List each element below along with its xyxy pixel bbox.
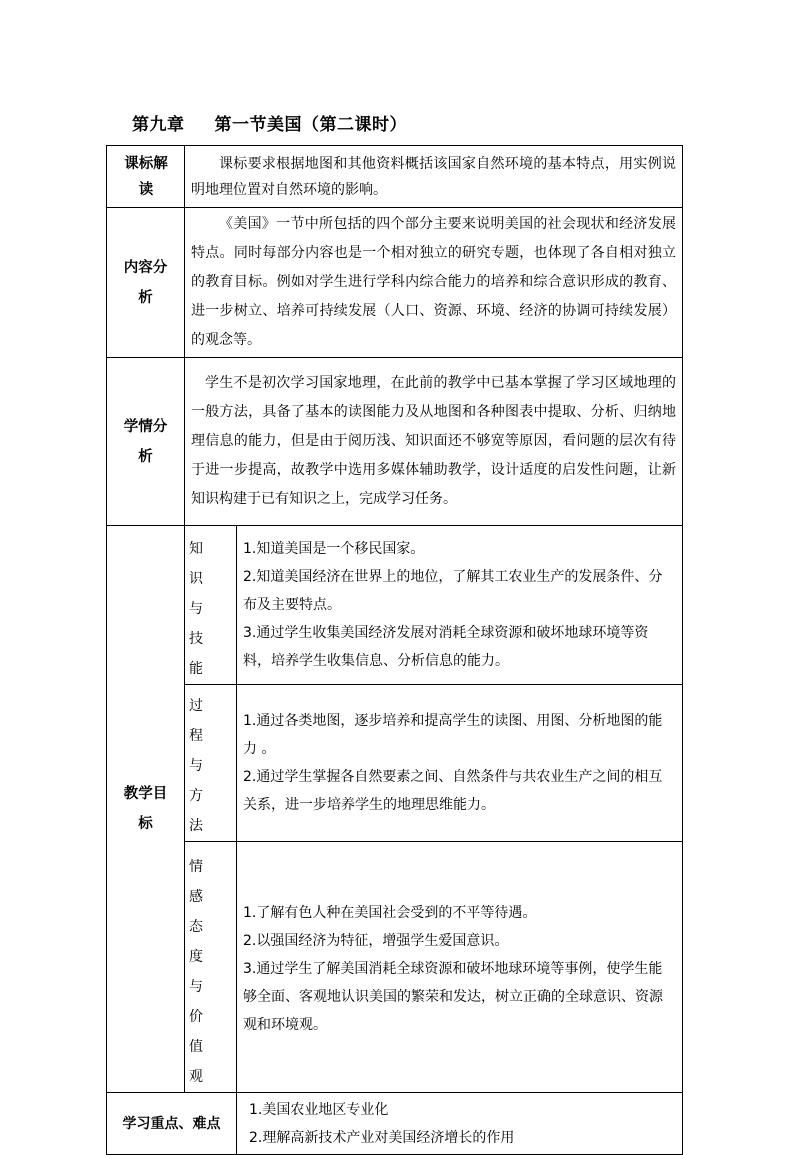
key-points-row (107, 1093, 683, 1155)
chapter-title: 第九章 (132, 115, 185, 135)
knowledge-label: 知识与技能 (185, 526, 237, 685)
knowledge-item-3: 3.通过学生收集美国经济发展对消耗全球资源和破坏地球环境等资料，培养学生收集信息、分析信息的能力。 (243, 625, 649, 669)
content-label: 内容分析 (107, 208, 185, 358)
lesson-plan-table (106, 145, 683, 1155)
students-row (107, 358, 683, 526)
attitude-item-3: 3.通过学生了解美国消耗全球资源和破坏地球环境等事例，使学生能够全面、客观地认识美国的繁荣和发达，树立正确的全球意识、资源观和环境观。 (243, 961, 663, 1033)
content-text: 《美国》一节中所包括的四个部分主要来说明美国的社会现状和经济发展特点。同时每部分内容也是一个相对独立的研究专题，也体现了各自相对独立的教育目标。例如对学生进行学科内综合能力的培养和综合意识形成的教育、进一步树立、培养可持续发展（人口、资源、环境、经济的协调可持续发展）的观念等。 (185, 208, 683, 358)
students-label: 学情分析 (107, 358, 185, 526)
goals-attitude-row (107, 842, 683, 1093)
attitude-label: 情感态度与价值观 (185, 842, 237, 1093)
curriculum-text: 课标要求根据地图和其他资料概括该国家自然环境的基本特点，用实例说明地理位置对自然环境的影响。 (185, 146, 683, 208)
knowledge-list (237, 526, 683, 685)
goals-knowledge-row (107, 526, 683, 685)
key-points-list (237, 1093, 683, 1155)
page-title (132, 110, 407, 135)
goals-process-row (107, 685, 683, 842)
goals-label: 教学目标 (107, 526, 185, 1093)
process-item-1: 1.通过各类地图，逐步培养和提高学生的读图、用图、分析地图的能力 。 (243, 713, 663, 757)
knowledge-item-2: 2.知道美国经济在世界上的地位，了解其工农业生产的发展条件、分布及主要特点。 (243, 569, 663, 613)
curriculum-row (107, 146, 683, 208)
content-row (107, 208, 683, 358)
attitude-list (237, 842, 683, 1093)
process-item-2: 2.通过学生掌握各自然要素之间、自然条件与共农业生产之间的相互关系，进一步培养学生的地理思维能力。 (243, 769, 663, 813)
students-text: 学生不是初次学习国家地理，在此前的教学中已基本掌握了学习区域地理的一般方法，具备了基本的读图能力及从地图和各种图表中提取、分析、归纳地理信息的能力，但是由于阅历浅、知识面还不够宽等原因，看问题的层次有待于进一步提高，故教学中选用多媒体辅助教学，设计适度的启发性问题，让新知识构建于已有知识之上，完成学习任务。 (185, 358, 683, 526)
section-title: 第一节美国（第二课时） (214, 115, 407, 135)
knowledge-item-1: 1.知道美国是一个移民国家。 (243, 541, 425, 557)
attitude-item-1: 1.了解有色人种在美国社会受到的不平等待遇。 (243, 905, 537, 921)
process-list (237, 685, 683, 842)
process-label: 过程与方法 (185, 685, 237, 842)
key-points-label: 学习重点、难点 (107, 1093, 237, 1155)
key-point-1: 1.美国农业地区专业化 (249, 1101, 389, 1118)
key-point-2: 2.理解高新技术产业对美国经济增长的作用 (249, 1129, 515, 1146)
attitude-item-2: 2.以强国经济为特征，增强学生爱国意识。 (243, 933, 509, 949)
curriculum-label: 课标解读 (107, 146, 185, 208)
